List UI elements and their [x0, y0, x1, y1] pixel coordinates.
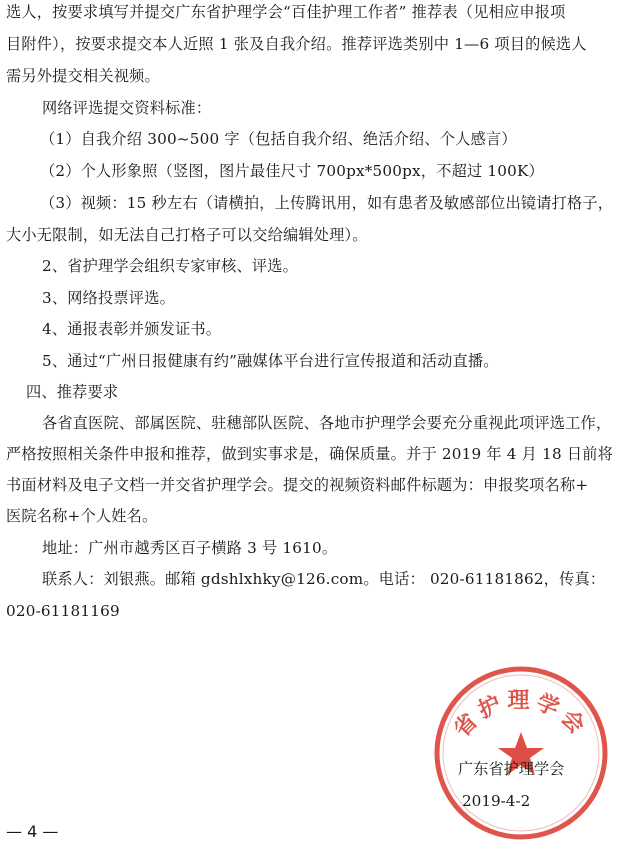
fax-number: 020-61181169 [6, 602, 120, 620]
paragraph-line: 严格按照相关条件申报和推荐，做到实事求是，确保质量。并于 2019 年 4 月 18 日前将 [6, 445, 613, 463]
list-item: 4、通报表彰并颁发证书。 [42, 320, 222, 338]
paragraph-line: 大小无限制，如无法自己打格子可以交给编辑处理）。 [6, 226, 368, 244]
paragraph-line: 目附件），按要求提交本人近照 1 张及自我介绍。推荐评选类别中 1—6 项目的候选人 [6, 35, 587, 53]
contact-line: 联系人：刘银燕。邮箱 gdshlxhky@126.com。电话： 020-61181862，传真： [42, 570, 606, 588]
paragraph-line: 各省直医院、部属医院、驻穗部队医院、各地市护理学会要充分重视此项评选工作， [42, 414, 612, 432]
list-item: 2、省护理学会组织专家审核、评选。 [42, 257, 299, 275]
list-item: 3、网络投票评选。 [42, 289, 175, 307]
page-number: — 4 — [6, 822, 59, 841]
paragraph-line: 书面材料及电子文档一并交省护理学会。提交的视频资料邮件标题为：申报奖项名称+ [6, 476, 589, 494]
signature-organization: 广东省护理学会 [458, 760, 565, 778]
signature-date: 2019-4-2 [462, 792, 531, 810]
list-item: （2）个人形象照（竖图，图片最佳尺寸 700px*500px，不超过 100K） [40, 162, 544, 180]
section-heading: 四、推荐要求 [26, 383, 119, 401]
paragraph-line: 需另外提交相关视频。 [6, 67, 160, 85]
paragraph-line: 选人，按要求填写并提交广东省护理学会“百佳护理工作者” 推荐表（见相应申报项 [6, 3, 566, 21]
paragraph-line: 医院名称+个人姓名。 [6, 507, 158, 525]
svg-text:省护理学会: 省护理学会 [448, 687, 594, 743]
list-item: 5、通过“广州日报健康有约”融媒体平台进行宣传报道和活动直播。 [42, 352, 499, 370]
official-seal [432, 664, 610, 842]
list-item: （3）视频：15 秒左右（请横拍，上传腾讯用，如有患者及敏感部位出镜请打格子， [40, 194, 614, 212]
list-item: （1）自我介绍 300~500 字（包括自我介绍、绝活介绍、个人感言） [40, 130, 517, 148]
section-label: 网络评选提交资料标准： [42, 99, 212, 117]
address-line: 地址：广州市越秀区百子横路 3 号 1610。 [42, 539, 338, 557]
